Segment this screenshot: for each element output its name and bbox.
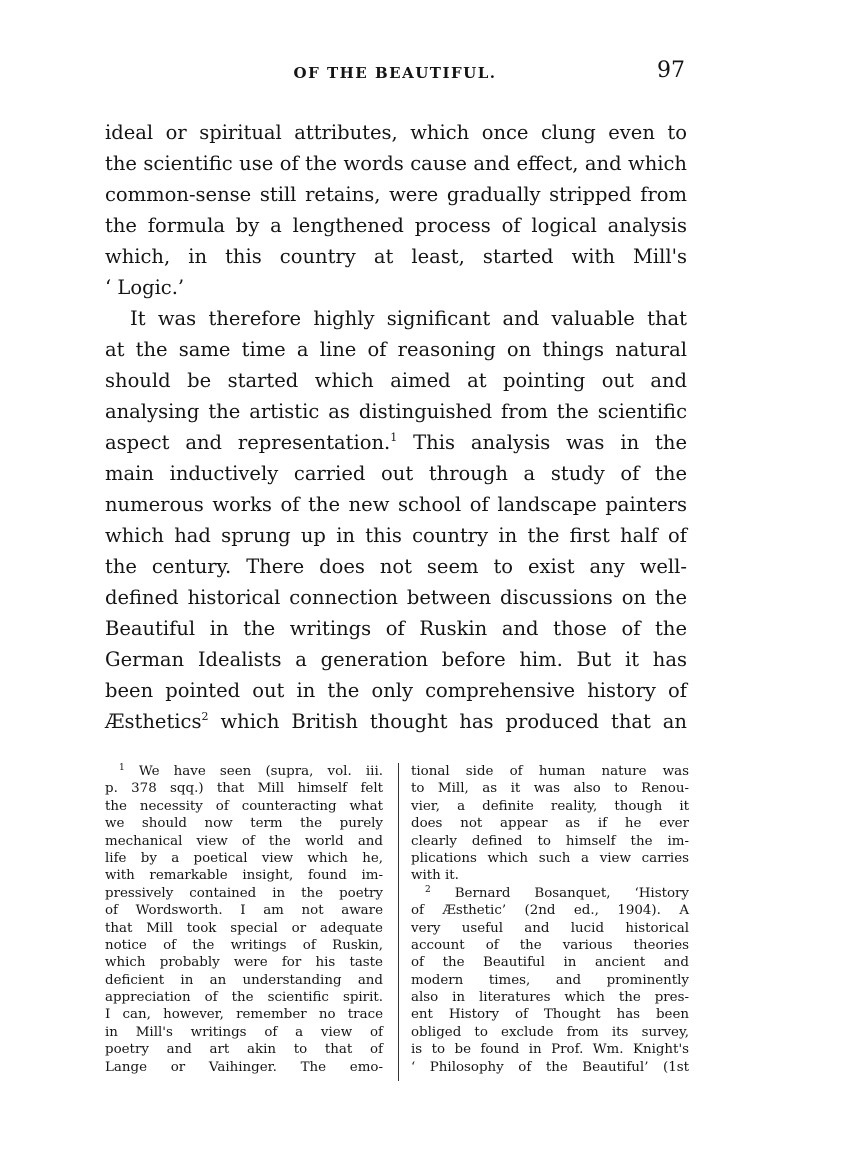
footnote-ref[interactable]: 1: [390, 431, 398, 444]
footnote-line: poetry and art akin to that of: [105, 1042, 383, 1058]
text-line: It was therefore highly significant and valuable that: [130, 307, 687, 330]
footnote-line: life by a poetical view which he,: [105, 850, 383, 866]
footnote-ref[interactable]: 2: [201, 710, 209, 723]
footnote-line: [105, 763, 383, 780]
footnote-marker: 1: [119, 763, 125, 773]
text-line: the formula by a lengthened process of logical analysis: [105, 214, 687, 237]
footnote-marker: 2: [425, 884, 431, 895]
page-header: [105, 60, 685, 90]
text-line: the scientific use of the words cause and effect, and which: [105, 152, 687, 175]
footnote-line: p. 378 sqq.) that Mill himself felt: [105, 781, 383, 797]
footnote-line: notice of the writings of Ruskin,: [105, 937, 383, 953]
text-line: main inductively carried out through a study of the: [105, 462, 687, 485]
footnote-column-right: [411, 763, 689, 1076]
text-segment: Bernard Bosanquet, ‘History: [454, 885, 689, 901]
footnote-column-left: [105, 763, 383, 1076]
text-segment: which British thought has produced that an: [220, 710, 687, 733]
footnote-line: appreciation of the scientific spirit.: [105, 990, 383, 1006]
paragraph: [105, 303, 687, 737]
text-line: which, in this country at least, started with Mill's: [105, 245, 687, 268]
footnote-line: also in literatures which the pres-: [411, 990, 689, 1006]
footnote-line: obliged to exclude from its survey,: [411, 1024, 689, 1040]
text-line: which had sprung up in this country in the first half of: [105, 524, 687, 547]
footnote-line: the necessity of counteracting what: [105, 798, 383, 814]
footnote-line: Lange or Vaihinger. The emo-: [105, 1059, 383, 1075]
footnote-line: ‘ Philosophy of the Beautiful’ (1st: [411, 1059, 689, 1075]
page-number: 97: [657, 58, 685, 83]
footnotes: [105, 763, 687, 1091]
footnote-line: with remarkable insight, found im-: [105, 868, 383, 884]
footnote-line: is to be found in Prof. Wm. Knight's: [411, 1042, 689, 1058]
column-divider: [398, 763, 399, 1081]
text-segment: Æsthetics: [105, 710, 202, 733]
text-segment: We have seen (supra, vol. iii.: [138, 764, 383, 779]
text-line: [105, 706, 687, 737]
footnote-line: we should now term the purely: [105, 816, 383, 832]
text-segment: This analysis was in the: [413, 431, 687, 454]
footnote-line: plications which such a view carries: [411, 850, 689, 866]
text-line: the century. There does not seem to exist any well-: [105, 555, 687, 578]
footnote-line: deficient in an understanding and: [105, 972, 383, 988]
footnote-line: [411, 885, 689, 902]
footnote-line: clearly defined to himself the im-: [411, 833, 689, 849]
body-text: [105, 117, 687, 737]
text-line: [105, 427, 687, 458]
paragraph: [105, 117, 687, 303]
footnote-line: ent History of Thought has been: [411, 1007, 689, 1023]
footnote-line: in Mill's writings of a view of: [105, 1024, 383, 1040]
footnote-line: does not appear as if he ever: [411, 816, 689, 832]
text-segment: aspect and representation.: [105, 431, 391, 454]
text-line: at the same time a line of reasoning on things natural: [105, 338, 687, 361]
footnote-line: of Æsthetic’ (2nd ed., 1904). A: [411, 903, 689, 919]
footnote-line: tional side of human nature was: [411, 764, 689, 779]
text-line: analysing the artistic as distinguished from the scientific: [105, 400, 687, 423]
text-line: common-sense still retains, were gradually stripped from: [105, 183, 687, 206]
footnote-line: mechanical view of the world and: [105, 833, 383, 849]
footnote-line: very useful and lucid historical: [411, 920, 689, 936]
footnote-line: with it.: [411, 868, 459, 884]
text-line: ideal or spiritual attributes, which once clung even to: [105, 121, 687, 144]
text-line: ‘ Logic.’: [105, 276, 185, 299]
text-line: should be started which aimed at pointing out and: [105, 369, 687, 392]
text-line: been pointed out in the only comprehensive history of: [105, 679, 687, 702]
footnote-line: which probably were for his taste: [105, 955, 383, 971]
text-line: numerous works of the new school of landscape painters: [105, 493, 687, 516]
footnote-line: of the Beautiful in ancient and: [411, 955, 689, 971]
footnote-line: to Mill, as it was also to Renou-: [411, 781, 689, 797]
footnote-line: account of the various theories: [411, 937, 689, 953]
footnote-line: of Wordsworth. I am not aware: [105, 903, 383, 919]
text-line: defined historical connection between discussions on the: [105, 586, 687, 609]
footnote-line: modern times, and prominently: [411, 972, 689, 988]
footnote-line: pressively contained in the poetry: [105, 885, 383, 901]
running-head: OF THE BEAUTIFUL.: [293, 64, 497, 82]
text-line: German Idealists a generation before him. But it has: [105, 648, 687, 671]
text-line: Beautiful in the writings of Ruskin and those of the: [105, 617, 687, 640]
footnote-line: vier, a definite reality, though it: [411, 798, 689, 814]
footnote-line: I can, however, remember no trace: [105, 1007, 383, 1023]
footnote-line: that Mill took special or adequate: [105, 920, 383, 936]
